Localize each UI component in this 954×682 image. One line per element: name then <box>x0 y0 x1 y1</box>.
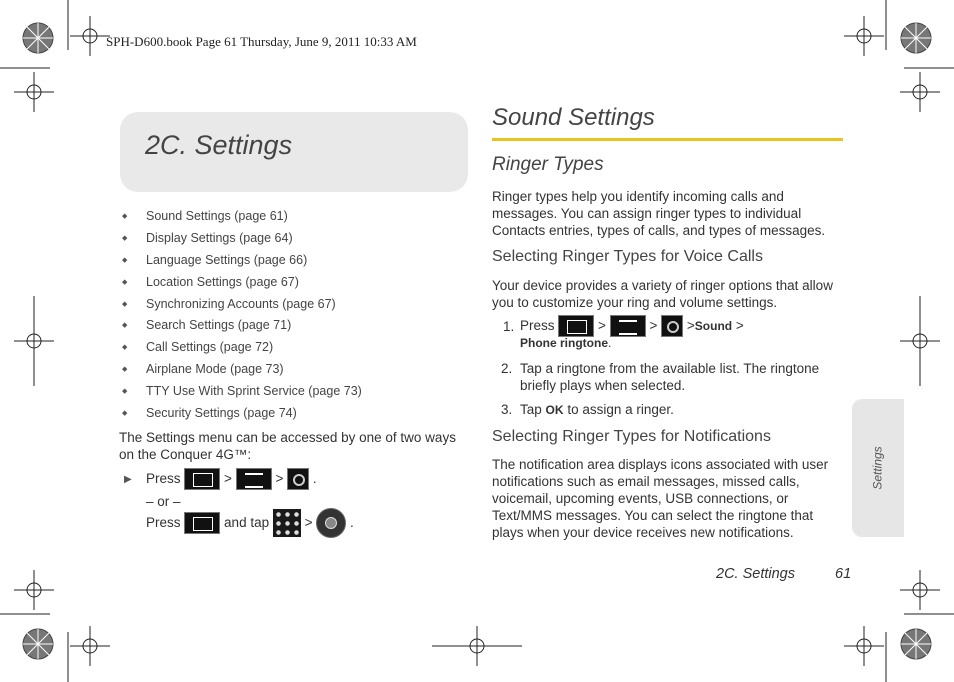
toc-item[interactable]: ◆ Call Settings (page 72) <box>120 337 460 359</box>
intro-paragraph: The Settings menu can be accessed by one of two ways on the Conquer 4G™: <box>119 430 456 462</box>
toc-item[interactable]: ◆ Language Settings (page 66) <box>120 250 460 272</box>
title-underline <box>492 138 843 141</box>
step-3: Tap OK to assign a ringer. <box>520 402 674 417</box>
sound-menu-label: Sound <box>694 319 733 333</box>
menu-key-icon <box>610 315 646 337</box>
print-header: SPH-D600.book Page 61 Thursday, June 9, 2011 10:33 AM <box>106 34 417 49</box>
access-line-1 <box>146 468 317 490</box>
toc-item[interactable]: ◆ Airplane Mode (page 73) <box>120 359 460 381</box>
period: . <box>312 471 317 486</box>
press-label: Press <box>146 471 181 486</box>
step-1 <box>520 314 744 338</box>
section-title: Sound Settings <box>492 104 655 131</box>
ok-label: OK <box>545 403 564 417</box>
side-tab-label: Settings <box>870 446 885 490</box>
arrow-bullet-icon: ▶ <box>124 474 132 485</box>
access-line-2 <box>146 508 354 538</box>
settings-gear-icon <box>287 468 309 490</box>
or-separator: – or – <box>146 494 181 509</box>
voice-calls-heading: Selecting Ringer Types for Voice Calls <box>492 248 763 265</box>
press-label: Press <box>520 318 555 333</box>
subsection-title: Ringer Types <box>492 154 604 175</box>
period: . <box>350 515 354 530</box>
notifications-paragraph: The notification area displays icons associated with user notifications such as email messages, missed calls, voicemail, upcoming events, USB connections, or Text/MMS messages. You can select the ringtone that plays when your device receives new notifications. <box>492 457 829 540</box>
step-2: Tap a ringtone from the available list. The ringtone briefly plays when selected. <box>520 361 820 393</box>
toc-item[interactable]: ◆ Display Settings (page 64) <box>120 228 460 250</box>
step-number: 1. <box>503 319 515 334</box>
chapter-contents-list <box>120 206 460 425</box>
toc-item[interactable]: ◆ TTY Use With Sprint Service (page 73) <box>120 381 460 403</box>
and-tap-label: and tap <box>224 515 270 530</box>
voice-intro: Your device provides a variety of ringer options that allow you to customize your ring and volume settings. <box>492 278 833 310</box>
separator: > <box>304 515 313 530</box>
toc-item[interactable]: ◆ Security Settings (page 74) <box>120 403 460 425</box>
step-number: 2. <box>501 361 513 376</box>
page-number: 61 <box>835 566 852 582</box>
menu-key-icon <box>236 468 272 490</box>
separator: > <box>275 471 284 486</box>
ringer-intro: Ringer types help you identify incoming calls and messages. You can assign ringer types to individual Contacts entries, types of calls, and types of messages. <box>492 189 826 238</box>
apps-grid-icon <box>273 509 301 537</box>
notifications-heading: Selecting Ringer Types for Notifications <box>492 428 771 445</box>
chapter-title: 2C. Settings <box>145 130 293 160</box>
separator: > <box>735 318 744 333</box>
home-key-icon <box>184 512 220 534</box>
toc-item[interactable]: ◆ Search Settings (page 71) <box>120 315 460 337</box>
step-number: 3. <box>501 402 513 417</box>
separator: > <box>686 318 695 333</box>
toc-item[interactable]: ◆ Synchronizing Accounts (page 67) <box>120 294 460 316</box>
home-key-icon <box>184 468 220 490</box>
press-label: Press <box>146 515 181 530</box>
separator: > <box>649 318 658 333</box>
toc-item[interactable]: ◆ Location Settings (page 67) <box>120 272 460 294</box>
settings-app-icon <box>316 508 346 538</box>
toc-item[interactable]: ◆ Sound Settings (page 61) <box>120 206 460 228</box>
settings-gear-icon <box>661 315 683 337</box>
footer-chapter: 2C. Settings <box>716 566 795 582</box>
home-key-icon <box>558 315 594 337</box>
separator: > <box>598 318 606 333</box>
phone-ringtone-label: Phone ringtone. <box>520 336 612 350</box>
separator: > <box>224 471 232 486</box>
